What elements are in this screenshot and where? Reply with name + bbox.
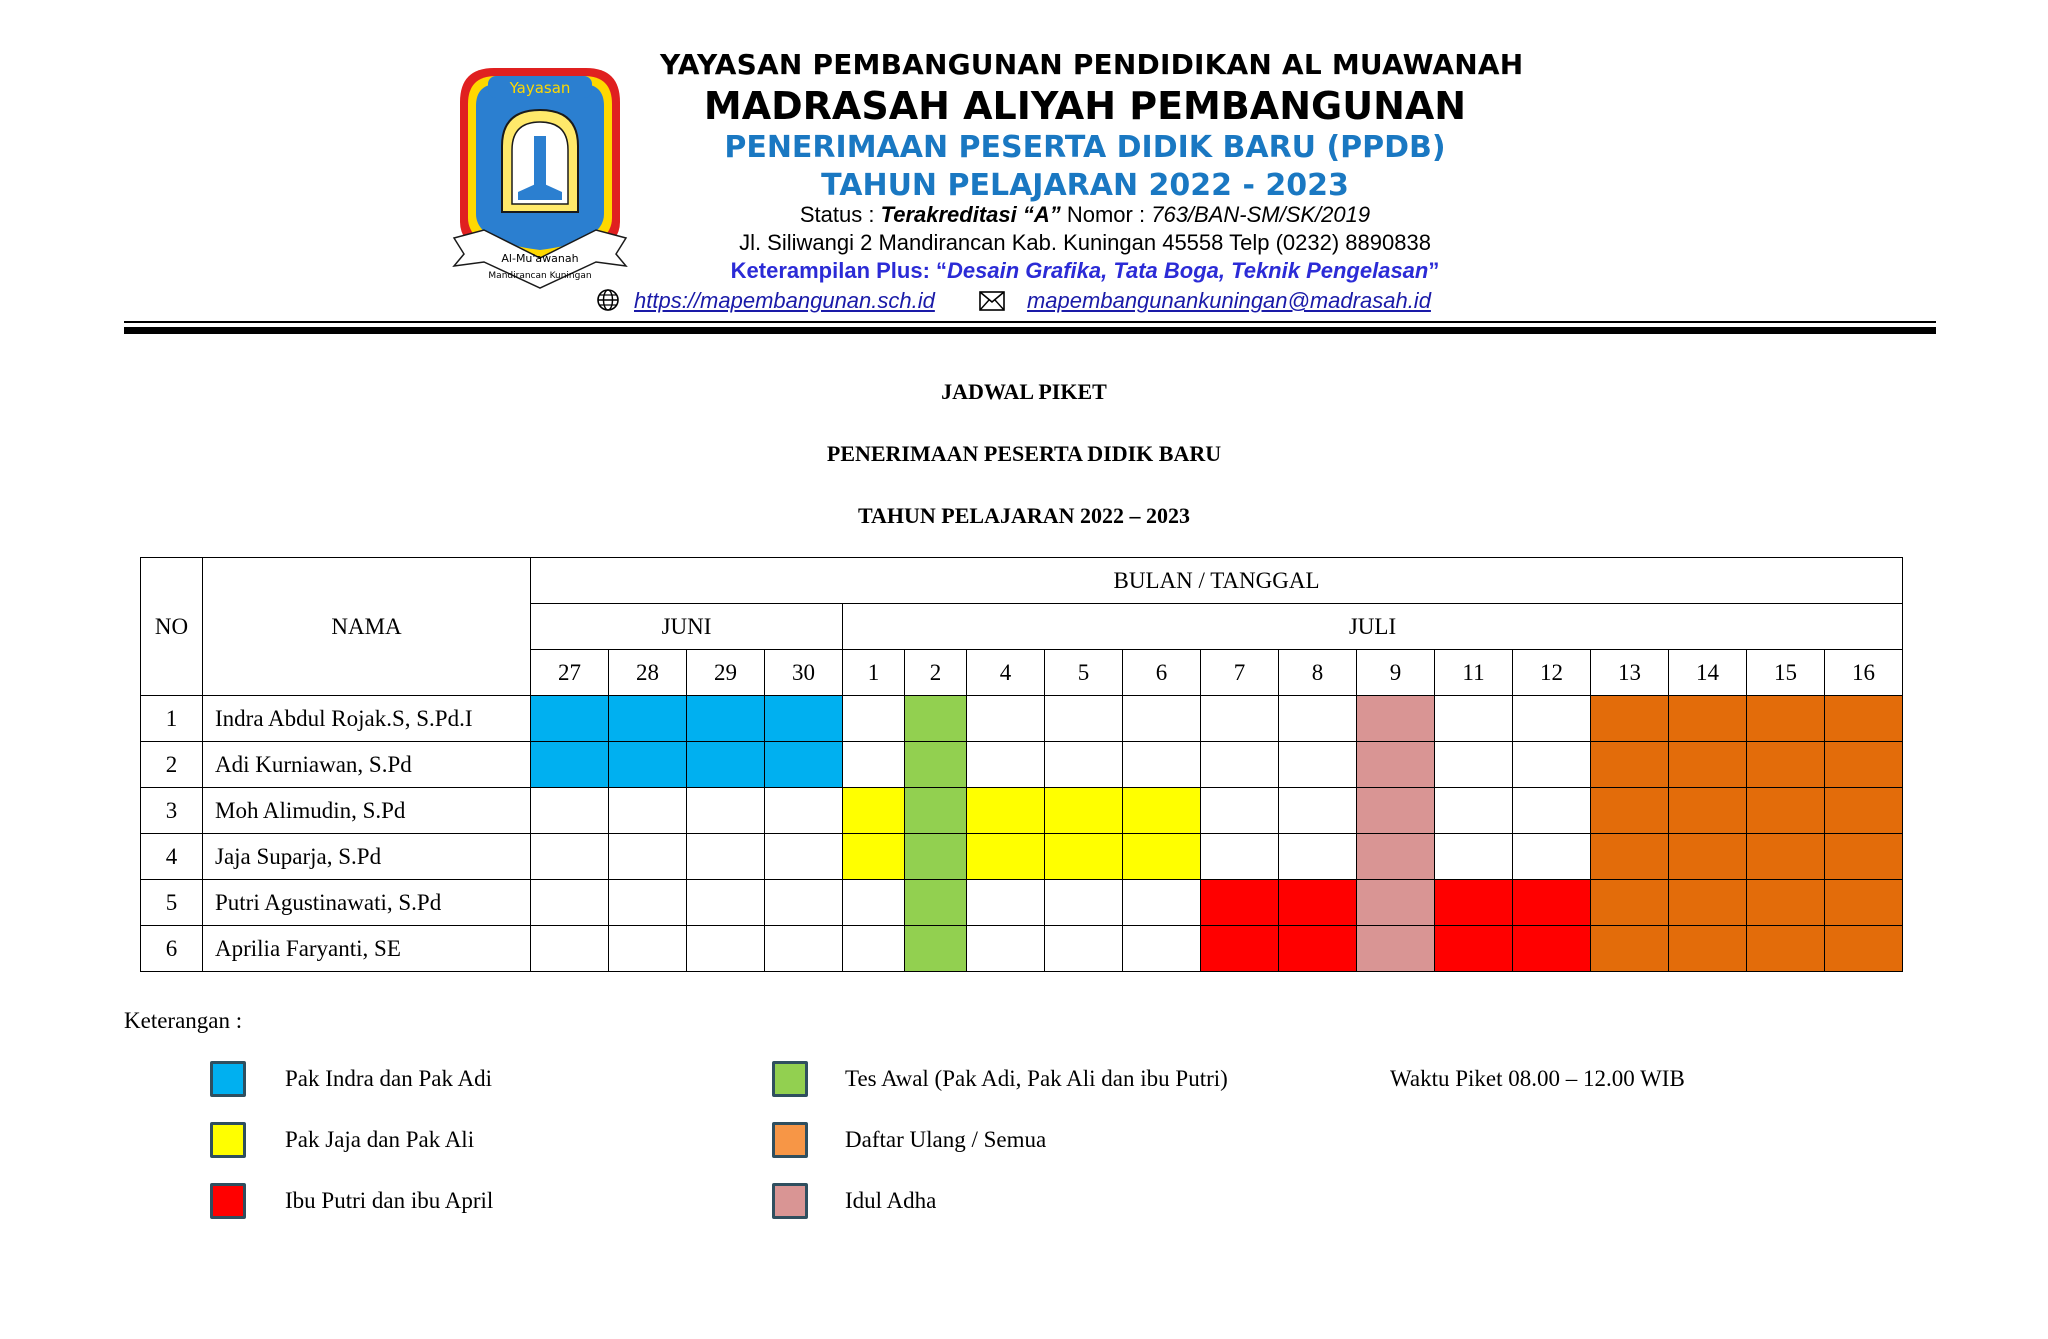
- academic-year: TAHUN PELAJARAN 2022 - 2023: [821, 168, 1349, 203]
- doc-year: TAHUN PELAJARAN 2022 – 2023: [857, 503, 1191, 528]
- empty-cell: [843, 880, 905, 926]
- row-name: Aprilia Faryanti, SE: [203, 926, 531, 972]
- header-no: NO: [141, 558, 203, 696]
- skills-value: Desain Grafika, Tata Boga, Teknik Pengelasan: [947, 258, 1429, 283]
- header-day: 6: [1123, 650, 1201, 696]
- skills-plus: [660, 258, 1510, 284]
- header-day: 13: [1591, 650, 1669, 696]
- empty-cell: [1279, 788, 1357, 834]
- empty-cell: [765, 788, 843, 834]
- empty-cell: [843, 742, 905, 788]
- empty-cell: [1513, 834, 1591, 880]
- letterhead-rule-thick: [124, 327, 1936, 334]
- table-row: [141, 834, 1903, 880]
- legend-swatch: [772, 1061, 808, 1097]
- empty-cell: [1201, 742, 1279, 788]
- program-title: PENERIMAAN PESERTA DIDIK BARU (PPDB): [724, 130, 1446, 165]
- empty-cell: [843, 696, 905, 742]
- duty-cell-green: [905, 788, 967, 834]
- duty-cell-orange: [1669, 742, 1747, 788]
- logo-ribbon-text-2: Mandirancan Kuningan: [488, 271, 592, 281]
- empty-cell: [967, 880, 1045, 926]
- duty-cell-green: [905, 696, 967, 742]
- duty-cell-pink: [1357, 696, 1435, 742]
- email-link[interactable]: mapembangunankuningan@madrasah.id: [1026, 288, 1431, 313]
- duty-cell-orange: [1669, 926, 1747, 972]
- empty-cell: [765, 834, 843, 880]
- empty-cell: [687, 926, 765, 972]
- duty-cell-orange: [1747, 788, 1825, 834]
- header-day: 29: [687, 650, 765, 696]
- duty-time-note: Waktu Piket 08.00 – 12.00 WIB: [1390, 1066, 1685, 1091]
- duty-cell-orange: [1825, 696, 1903, 742]
- header-day: 11: [1435, 650, 1513, 696]
- doc-title: JADWAL PIKET: [941, 379, 1107, 404]
- duty-cell-orange: [1825, 788, 1903, 834]
- duty-cell-blue: [765, 696, 843, 742]
- duty-cell-yellow: [843, 834, 905, 880]
- duty-cell-yellow: [843, 788, 905, 834]
- empty-cell: [1279, 696, 1357, 742]
- duty-cell-pink: [1357, 742, 1435, 788]
- row-no: 4: [141, 834, 203, 880]
- letterhead-rule-thin: [124, 321, 1936, 323]
- table-row: [141, 696, 1903, 742]
- duty-cell-red: [1201, 880, 1279, 926]
- duty-cell-blue: [687, 696, 765, 742]
- table-row: [141, 880, 1903, 926]
- accreditation-status: [660, 202, 1510, 228]
- empty-cell: [1201, 834, 1279, 880]
- school-logo: [448, 62, 630, 307]
- header-day: 12: [1513, 650, 1591, 696]
- duty-cell-orange: [1747, 834, 1825, 880]
- empty-cell: [1123, 880, 1201, 926]
- empty-cell: [843, 926, 905, 972]
- school-address: Jl. Siliwangi 2 Mandirancan Kab. Kuningan 45558 Telp (0232) 8890838: [739, 230, 1431, 255]
- empty-cell: [1513, 696, 1591, 742]
- empty-cell: [1045, 926, 1123, 972]
- legend-label: Ibu Putri dan ibu April: [285, 1188, 494, 1213]
- nomor-label: Nomor :: [1060, 202, 1152, 227]
- empty-cell: [1435, 834, 1513, 880]
- row-no: 6: [141, 926, 203, 972]
- row-no: 1: [141, 696, 203, 742]
- duty-cell-orange: [1825, 926, 1903, 972]
- duty-cell-green: [905, 742, 967, 788]
- duty-cell-orange: [1747, 742, 1825, 788]
- duty-cell-blue: [531, 696, 609, 742]
- legend-label: Pak Jaja dan Pak Ali: [285, 1127, 475, 1152]
- legend-label: Idul Adha: [845, 1188, 937, 1213]
- header-day: 8: [1279, 650, 1357, 696]
- duty-cell-red: [1435, 880, 1513, 926]
- empty-cell: [1435, 696, 1513, 742]
- duty-cell-yellow: [967, 834, 1045, 880]
- duty-cell-red: [1279, 880, 1357, 926]
- header-day: 1: [843, 650, 905, 696]
- empty-cell: [1045, 880, 1123, 926]
- empty-cell: [967, 742, 1045, 788]
- empty-cell: [967, 926, 1045, 972]
- logo-top-text: Yayasan: [509, 79, 571, 97]
- duty-cell-orange: [1669, 834, 1747, 880]
- duty-cell-pink: [1357, 834, 1435, 880]
- header-day: 16: [1825, 650, 1903, 696]
- duty-cell-yellow: [1045, 834, 1123, 880]
- empty-cell: [687, 834, 765, 880]
- empty-cell: [1279, 834, 1357, 880]
- row-name: Adi Kurniawan, S.Pd: [203, 742, 531, 788]
- empty-cell: [1513, 742, 1591, 788]
- duty-cell-pink: [1357, 926, 1435, 972]
- header-name: NAMA: [203, 558, 531, 696]
- row-name: Putri Agustinawati, S.Pd: [203, 880, 531, 926]
- empty-cell: [1513, 788, 1591, 834]
- empty-cell: [609, 880, 687, 926]
- header-day: 2: [905, 650, 967, 696]
- legend-swatch: [210, 1122, 246, 1158]
- duty-cell-green: [905, 926, 967, 972]
- duty-cell-yellow: [1045, 788, 1123, 834]
- empty-cell: [1201, 696, 1279, 742]
- duty-cell-pink: [1357, 880, 1435, 926]
- row-no: 5: [141, 880, 203, 926]
- duty-cell-yellow: [1123, 788, 1201, 834]
- duty-cell-orange: [1591, 788, 1669, 834]
- header-day: 14: [1669, 650, 1747, 696]
- legend-swatch: [210, 1183, 246, 1219]
- duty-cell-orange: [1591, 834, 1669, 880]
- duty-cell-blue: [609, 696, 687, 742]
- legend-swatch: [772, 1122, 808, 1158]
- empty-cell: [967, 696, 1045, 742]
- duty-cell-orange: [1669, 696, 1747, 742]
- duty-cell-orange: [1747, 926, 1825, 972]
- empty-cell: [531, 788, 609, 834]
- globe-icon: [596, 288, 620, 318]
- header-day: 7: [1201, 650, 1279, 696]
- empty-cell: [1435, 788, 1513, 834]
- skills-label: Keterampilan Plus: “: [730, 258, 948, 283]
- duty-cell-green: [905, 880, 967, 926]
- empty-cell: [765, 880, 843, 926]
- empty-cell: [609, 926, 687, 972]
- table-row: [141, 742, 1903, 788]
- duty-cell-orange: [1591, 696, 1669, 742]
- header-period: BULAN / TANGGAL: [531, 558, 1903, 604]
- duty-cell-orange: [1669, 880, 1747, 926]
- duty-schedule-table: [140, 557, 1903, 972]
- header-day: 27: [531, 650, 609, 696]
- header-month: JUNI: [531, 604, 843, 650]
- header-day: 30: [765, 650, 843, 696]
- duty-cell-green: [905, 834, 967, 880]
- empty-cell: [765, 926, 843, 972]
- empty-cell: [687, 788, 765, 834]
- legend-title: Keterangan :: [124, 1008, 243, 1033]
- nomor-value: 763/BAN-SM/SK/2019: [1151, 202, 1371, 227]
- duty-cell-orange: [1825, 834, 1903, 880]
- empty-cell: [1435, 742, 1513, 788]
- duty-cell-red: [1435, 926, 1513, 972]
- duty-cell-yellow: [1123, 834, 1201, 880]
- duty-cell-orange: [1825, 880, 1903, 926]
- contact-line: [596, 288, 1431, 318]
- empty-cell: [1201, 788, 1279, 834]
- legend-swatch: [772, 1183, 808, 1219]
- duty-cell-blue: [609, 742, 687, 788]
- empty-cell: [531, 834, 609, 880]
- duty-cell-red: [1201, 926, 1279, 972]
- table-row: [141, 926, 1903, 972]
- status-value: Terakreditasi “A”: [880, 202, 1061, 227]
- logo-ribbon-text-1: Al-Mu'awanah: [501, 252, 579, 265]
- doc-subtitle: PENERIMAAN PESERTA DIDIK BARU: [826, 441, 1222, 466]
- empty-cell: [609, 834, 687, 880]
- duty-cell-orange: [1591, 742, 1669, 788]
- row-name: Indra Abdul Rojak.S, S.Pd.I: [203, 696, 531, 742]
- empty-cell: [1123, 926, 1201, 972]
- duty-cell-orange: [1747, 696, 1825, 742]
- row-name: Jaja Suparja, S.Pd: [203, 834, 531, 880]
- duty-cell-pink: [1357, 788, 1435, 834]
- school-name: MADRASAH ALIYAH PEMBANGUNAN: [703, 84, 1467, 128]
- header-month: JULI: [843, 604, 1903, 650]
- duty-cell-yellow: [967, 788, 1045, 834]
- skills-close: ”: [1428, 258, 1440, 283]
- legend-label: Tes Awal (Pak Adi, Pak Ali dan ibu Putri): [845, 1066, 1228, 1091]
- empty-cell: [1045, 742, 1123, 788]
- foundation-name: YAYASAN PEMBANGUNAN PENDIDIKAN AL MUAWANAH: [660, 48, 1524, 81]
- envelope-icon: [979, 291, 1005, 317]
- empty-cell: [687, 880, 765, 926]
- row-no: 3: [141, 788, 203, 834]
- empty-cell: [1123, 742, 1201, 788]
- duty-cell-orange: [1747, 880, 1825, 926]
- header-day: 4: [967, 650, 1045, 696]
- duty-cell-red: [1513, 926, 1591, 972]
- legend-label: Pak Indra dan Pak Adi: [285, 1066, 492, 1091]
- duty-cell-red: [1513, 880, 1591, 926]
- empty-cell: [609, 788, 687, 834]
- table-row: [141, 788, 1903, 834]
- empty-cell: [531, 926, 609, 972]
- header-day: 9: [1357, 650, 1435, 696]
- row-name: Moh Alimudin, S.Pd: [203, 788, 531, 834]
- row-no: 2: [141, 742, 203, 788]
- header-day: 28: [609, 650, 687, 696]
- empty-cell: [1123, 696, 1201, 742]
- empty-cell: [1045, 696, 1123, 742]
- header-day: 5: [1045, 650, 1123, 696]
- legend-label: Daftar Ulang / Semua: [845, 1127, 1047, 1152]
- status-label: Status :: [799, 202, 881, 227]
- duty-cell-orange: [1825, 742, 1903, 788]
- duty-cell-orange: [1669, 788, 1747, 834]
- duty-cell-red: [1279, 926, 1357, 972]
- duty-cell-blue: [687, 742, 765, 788]
- duty-cell-blue: [765, 742, 843, 788]
- header-day: 15: [1747, 650, 1825, 696]
- duty-cell-blue: [531, 742, 609, 788]
- legend-swatch: [210, 1061, 246, 1097]
- duty-cell-orange: [1591, 880, 1669, 926]
- empty-cell: [1279, 742, 1357, 788]
- empty-cell: [531, 880, 609, 926]
- website-link[interactable]: https://mapembangunan.sch.id: [634, 288, 935, 313]
- duty-cell-orange: [1591, 926, 1669, 972]
